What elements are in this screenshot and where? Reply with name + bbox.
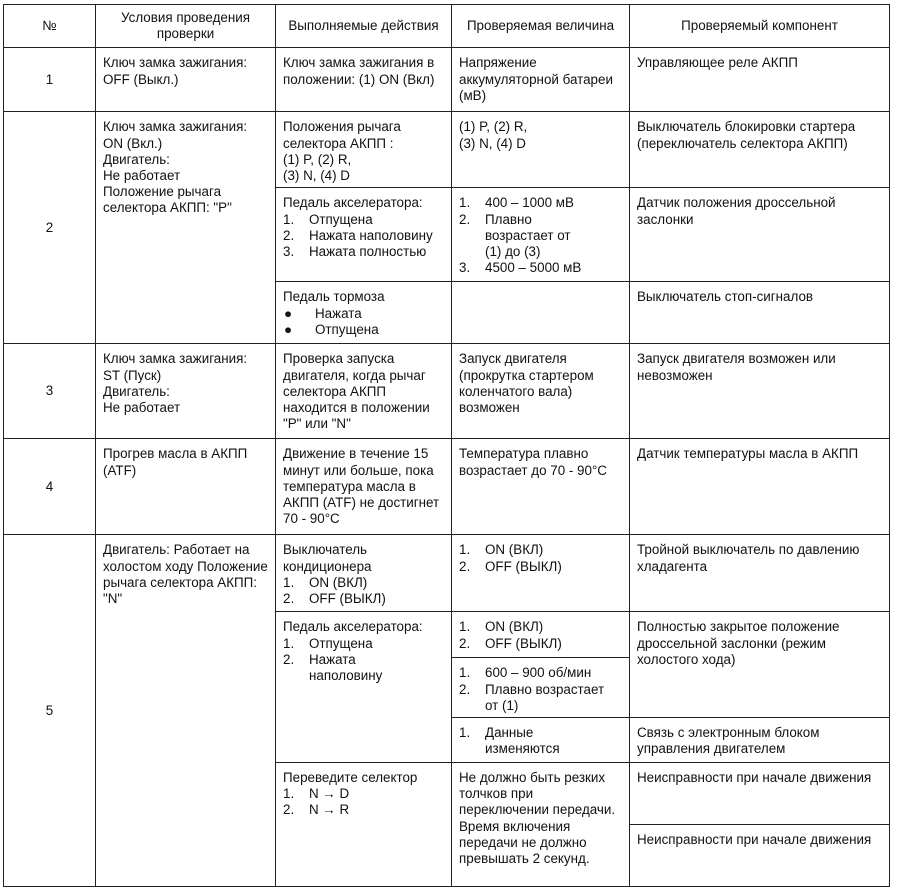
list-item xyxy=(283,228,444,244)
item-text: ON (ВКЛ) xyxy=(485,542,544,558)
list-item xyxy=(283,786,444,802)
list-item xyxy=(283,306,444,322)
item-marker: 2. xyxy=(459,558,471,574)
header-num: № xyxy=(4,5,96,48)
row-number: 3 xyxy=(4,344,96,439)
item-text: ON (ВКЛ) xyxy=(309,574,368,590)
value-cell xyxy=(452,282,630,344)
component-cell: Запуск двигателя возможен или невозможен xyxy=(630,344,890,439)
table-row-1 xyxy=(4,48,890,112)
component-cell: Неисправности при начале движения xyxy=(630,825,890,887)
item-text: OFF (ВЫКЛ) xyxy=(485,635,562,651)
item-text: 400 – 1000 мВ xyxy=(485,195,574,211)
conditions-cell xyxy=(96,112,276,344)
value-cell: Запуск двигателя (прокрутка стартером коленчатого вала) возможен xyxy=(452,344,630,439)
conditions-line: селектора АКПП: "P" xyxy=(103,200,232,216)
conditions-cell: Прогрев масла в АКПП (ATF) xyxy=(96,439,276,535)
actions-cell: Движение в течение 15 минут или больше, пока температура масла в АКПП (ATF) не достигнет 70 - 90°C xyxy=(276,439,452,535)
item-marker: 1. xyxy=(459,665,471,681)
conditions-line: ON (Вкл.) xyxy=(103,135,163,151)
component-cell: Полностью закрытое положение дроссельной заслонки (режим холостого хода) xyxy=(630,612,890,718)
header-component: Проверяемый компонент xyxy=(630,5,890,48)
row-number: 5 xyxy=(4,535,96,887)
component-cell: Неисправности при начале движения xyxy=(630,763,890,825)
list-item xyxy=(283,591,444,607)
bullet-icon: ● xyxy=(284,321,293,337)
list-item xyxy=(459,665,622,681)
item-marker: 2. xyxy=(459,211,471,227)
item-marker: 1. xyxy=(459,725,471,741)
value-cell xyxy=(452,612,630,658)
table-row-3 xyxy=(4,344,890,439)
list-item xyxy=(459,212,622,261)
actions-title: Выключатель кондиционера xyxy=(283,542,372,574)
item-marker: 3. xyxy=(283,244,295,260)
list-item xyxy=(459,619,622,635)
actions-cell xyxy=(276,612,452,763)
actions-cell xyxy=(276,112,452,188)
row-number: 4 xyxy=(4,439,96,535)
item-marker: 2. xyxy=(459,681,471,697)
item-text: Нажата xyxy=(315,305,362,321)
conditions-line: Ключ замка зажигания: xyxy=(103,351,248,367)
actions-line: (1) P, (2) R, xyxy=(283,151,352,167)
conditions-cell: Двигатель: Работает на холостом ходу Положение рычага селектора АКПП: "N" xyxy=(96,535,276,887)
item-text: Отпущена xyxy=(315,321,379,337)
item-marker: 2. xyxy=(283,802,295,818)
list-item xyxy=(283,636,444,652)
list-item xyxy=(459,682,622,714)
actions-title: Педаль акселератора: xyxy=(283,619,423,635)
row-number: 1 xyxy=(4,48,96,112)
item-marker: 2. xyxy=(459,635,471,651)
item-text: Плавно возрастает от (1) до (3) xyxy=(485,211,571,260)
component-cell: Выключатель стоп-сигналов xyxy=(630,282,890,344)
value-line: (3) N, (4) D xyxy=(459,135,526,151)
list-item xyxy=(283,322,444,338)
conditions-line: Двигатель: xyxy=(103,151,170,167)
component-cell: Управляющее реле АКПП xyxy=(630,48,890,112)
value-cell xyxy=(452,535,630,612)
actions-title: Переведите селектор xyxy=(283,770,418,786)
item-text: 4500 – 5000 мВ xyxy=(485,260,582,276)
item-text: Нажата полностью xyxy=(309,244,427,260)
table-row-2 xyxy=(4,112,890,188)
row-number: 2 xyxy=(4,112,96,344)
list-item xyxy=(283,244,444,260)
list-item xyxy=(459,195,622,211)
actions-title: Педаль тормоза xyxy=(283,289,385,305)
conditions-line: ST (Пуск) xyxy=(103,367,162,383)
conditions-line: Не работает xyxy=(103,400,181,416)
component-cell: Датчик температуры масла в АКПП xyxy=(630,439,890,535)
list-item xyxy=(283,802,444,818)
item-marker: 1. xyxy=(283,786,295,802)
value-cell xyxy=(452,658,630,718)
value-cell: Температура плавно возрастает до 70 - 90°C xyxy=(452,439,630,535)
value-line: (1) P, (2) R, xyxy=(459,119,528,135)
component-cell: Датчик положения дроссельной заслонки xyxy=(630,188,890,282)
inspection-table xyxy=(3,4,890,887)
header-actions: Выполняемые действия xyxy=(276,5,452,48)
list-item xyxy=(459,725,622,757)
item-marker: 1. xyxy=(459,619,471,635)
actions-title: Педаль акселератора: xyxy=(283,195,423,211)
conditions-line: Положение рычага xyxy=(103,184,222,200)
actions-cell: Проверка запуска двигателя, когда рычаг селектора АКПП находится в положении "P" или "N" xyxy=(276,344,452,439)
item-text: N → R xyxy=(309,802,350,818)
actions-cell xyxy=(276,282,452,344)
header-value: Проверяемая величина xyxy=(452,5,630,48)
list-item xyxy=(283,575,444,591)
conditions-line: Двигатель: xyxy=(103,383,170,399)
conditions-cell xyxy=(96,344,276,439)
actions-cell: Ключ замка зажигания в положении: (1) ON (Вкл) xyxy=(276,48,452,112)
item-text: Плавно возрастает от (1) xyxy=(485,681,605,713)
list-item xyxy=(283,652,444,684)
value-cell: Напряжение аккумуляторной батареи (мВ) xyxy=(452,48,630,112)
item-text: OFF (ВЫКЛ) xyxy=(485,558,562,574)
conditions-line: Ключ замка зажигания: xyxy=(103,119,248,135)
item-marker: 1. xyxy=(459,542,471,558)
list-item xyxy=(459,260,622,276)
item-marker: 1. xyxy=(283,635,295,651)
value-cell: Не должно быть резких толчков при переключении передачи. Время включения передачи не должно превышать 2 секунд. xyxy=(452,763,630,887)
item-marker: 2. xyxy=(283,591,295,607)
value-cell xyxy=(452,112,630,188)
item-text: OFF (ВЫКЛ) xyxy=(309,591,386,607)
item-marker: 1. xyxy=(283,211,295,227)
actions-line: (3) N, (4) D xyxy=(283,168,350,184)
header-row xyxy=(4,5,890,48)
actions-cell xyxy=(276,763,452,887)
actions-cell xyxy=(276,188,452,282)
item-marker: 3. xyxy=(459,260,471,276)
list-item xyxy=(459,542,622,558)
item-text: Отпущена xyxy=(309,635,373,651)
table-row-4 xyxy=(4,439,890,535)
value-cell xyxy=(452,718,630,763)
item-marker: 1. xyxy=(459,195,471,211)
item-marker: 1. xyxy=(283,574,295,590)
list-item xyxy=(459,559,622,575)
actions-line: Положения рычага xyxy=(283,119,401,135)
item-marker: 2. xyxy=(283,227,295,243)
list-item xyxy=(459,636,622,652)
item-text: N → D xyxy=(309,786,350,802)
component-cell: Тройной выключатель по давлению хладагента xyxy=(630,535,890,612)
conditions-cell: Ключ замка зажигания: OFF (Выкл.) xyxy=(96,48,276,112)
table-row-5 xyxy=(4,535,890,612)
value-cell xyxy=(452,188,630,282)
conditions-line: Не работает xyxy=(103,168,181,184)
actions-cell xyxy=(276,535,452,612)
component-cell: Выключатель блокировки стартера (переключатель селектора АКПП) xyxy=(630,112,890,188)
bullet-icon: ● xyxy=(284,305,293,321)
header-conditions: Условия проведения проверки xyxy=(96,5,276,48)
item-text: Нажата наполовину xyxy=(309,651,383,684)
item-text: 600 – 900 об/мин xyxy=(485,665,592,681)
list-item xyxy=(283,212,444,228)
item-marker: 2. xyxy=(283,651,295,667)
item-text: Отпущена xyxy=(309,211,373,227)
item-text: Данные изменяются xyxy=(485,725,560,757)
actions-line: селектора АКПП : xyxy=(283,135,394,151)
component-cell: Связь с электронным блоком управления двигателем xyxy=(630,718,890,763)
item-text: ON (ВКЛ) xyxy=(485,619,544,635)
item-text: Нажата наполовину xyxy=(309,227,433,243)
